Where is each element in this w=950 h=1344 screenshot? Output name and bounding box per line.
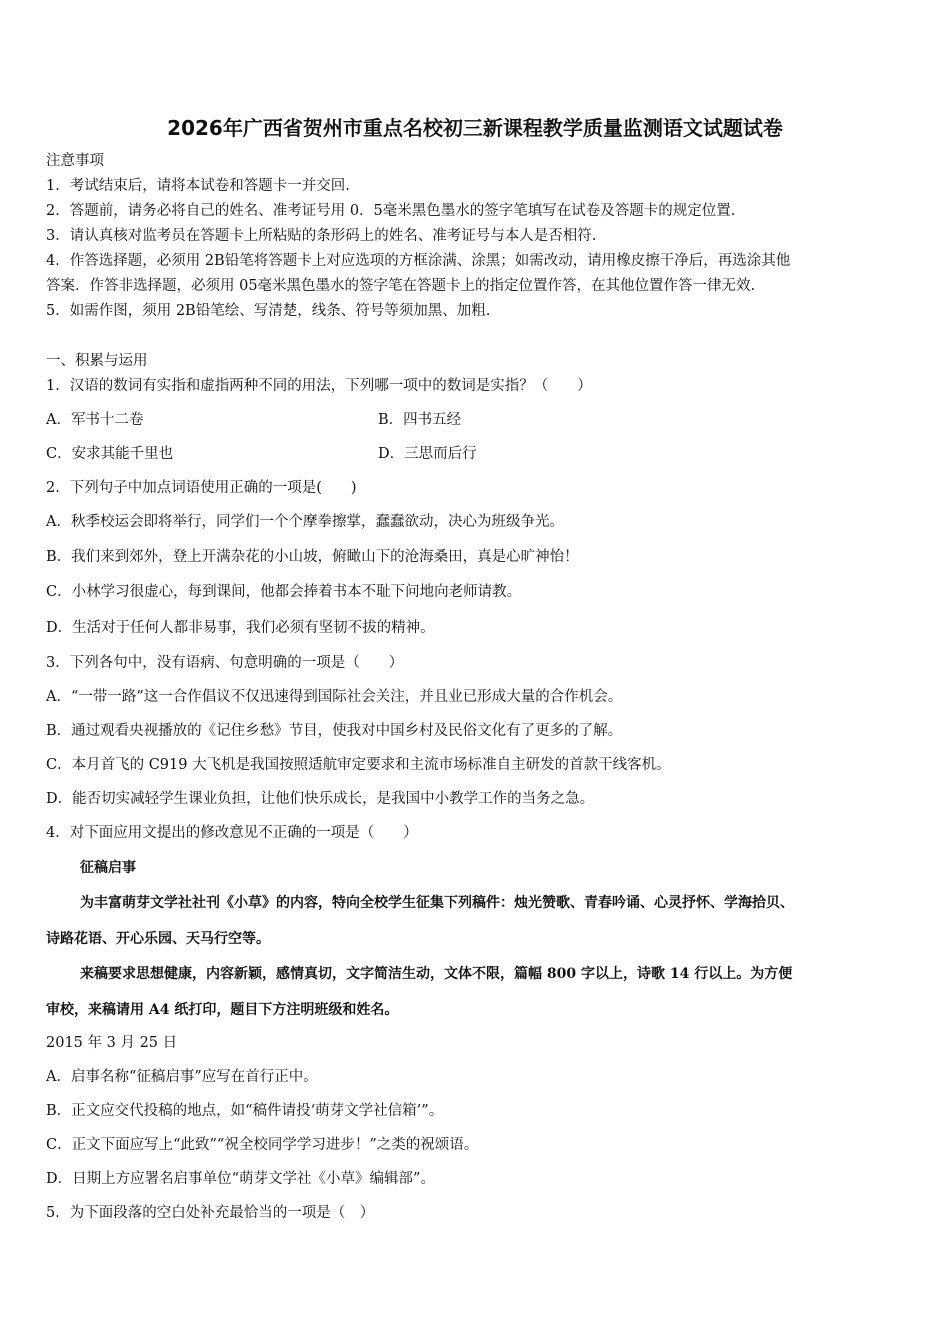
option-a: A．“一带一路”这一合作倡议不仅迅速得到国际社会关注，并且业已形成大量的合作机会。 xyxy=(46,689,623,705)
option-d: D．三思而后行 xyxy=(378,446,477,462)
notice-body-line: 为丰富萌芽文学社社刊《小草》的内容，特向全校学生征集下列稿件：烛光赞歌、青春吟诵、心灵抒怀、学海拾贝、 xyxy=(80,895,794,911)
option-a: A．军书十二卷 xyxy=(46,412,144,428)
notice-title: 征稿启事 xyxy=(80,860,136,876)
option-b: B．正文应交代投稿的地点，如“稿件请投‘萌芽文学社信箱’”。 xyxy=(46,1103,444,1119)
notice-date: 2015 年 3 月 25 日 xyxy=(46,1035,178,1051)
option-b: B．通过观看央视播放的《记住乡愁》节目，使我对中国乡村及民俗文化有了更多的了解。 xyxy=(46,723,623,739)
notice-body-line: 诗路花语、开心乐园、天马行空等。 xyxy=(46,931,270,947)
option-c: C．正文下面应写上“此致”“祝全校同学学习进步！”之类的祝颂语。 xyxy=(46,1137,479,1153)
notice-heading: 注意事项 xyxy=(46,153,104,169)
notice-item: 4．作答选择题，必须用 2B铅笔将答题卡上对应选项的方框涂满、涂黑；如需改动，请用橡皮擦干净后，再选涂其他 xyxy=(46,253,791,269)
notice-item: 5．如需作图，须用 2B铅笔绘、写清楚，线条、符号等须加黑、加粗. xyxy=(46,303,491,319)
notice-body-line: 来稿要求思想健康，内容新颖，感情真切，文字简洁生动，文体不限，篇幅 800 字以上，诗歌 14 行以上。为方便 xyxy=(80,966,793,982)
notice-item: 1．考试结束后，请将本试卷和答题卡一并交回. xyxy=(46,178,350,194)
notice-item: 答案．作答非选择题，必须用 05毫米黑色墨水的签字笔在答题卡上的指定位置作答，在其他位置作答一律无效. xyxy=(46,278,756,294)
option-c: C．安求其能千里也 xyxy=(46,446,174,462)
question-stem: 1．汉语的数词有实指和虚指两种不同的用法，下列哪一项中的数词是实指？（ ） xyxy=(46,378,592,394)
option-c: C．小林学习很虚心，每到课间，他都会捧着书本不耻下问地向老师请教。 xyxy=(46,584,522,600)
page-title: 2026年广西省贺州市重点名校初三新课程教学质量监测语文试题试卷 xyxy=(167,116,783,140)
option-a: A．启事名称“征稿启事”应写在首行正中。 xyxy=(46,1069,318,1085)
question-stem: 3．下列各句中，没有语病、句意明确的一项是（ ） xyxy=(46,655,404,671)
option-b: B．四书五经 xyxy=(378,412,462,428)
section-heading: 一、积累与运用 xyxy=(46,353,148,369)
question-stem: 2．下列句子中加点词语使用正确的一项是( ) xyxy=(46,480,357,496)
question-stem: 4．对下面应用文提出的修改意见不正确的一项是（ ） xyxy=(46,825,418,841)
option-d: D．日期上方应署名启事单位“萌芽文学社《小草》编辑部”。 xyxy=(46,1171,435,1187)
question-stem: 5．为下面段落的空白处补充最恰当的一项是（ ） xyxy=(46,1205,375,1221)
notice-item: 2．答题前，请务必将自己的姓名、准考证号用 0．5毫米黑色墨水的签字笔填写在试卷及答题卡的规定位置. xyxy=(46,203,736,219)
option-c: C．本月首飞的 C919 大飞机是我国按照适航审定要求和主流市场标准自主研发的首款干线客机。 xyxy=(46,757,671,773)
option-d: D．生活对于任何人都非易事，我们必须有坚韧不拔的精神。 xyxy=(46,620,435,636)
option-a: A．秋季校运会即将举行，同学们一个个摩拳擦掌，蠢蠢欲动，决心为班级争光。 xyxy=(46,514,564,530)
notice-body-line: 审校，来稿请用 A4 纸打印，题目下方注明班级和姓名。 xyxy=(46,1002,399,1018)
option-b: B．我们来到郊外，登上开满杂花的小山坡，俯瞰山下的沧海桑田，真是心旷神怡！ xyxy=(46,549,579,565)
notice-item: 3．请认真核对监考员在答题卡上所粘贴的条形码上的姓名、准考证号与本人是否相符. xyxy=(46,228,597,244)
option-d: D．能否切实减轻学生课业负担，让他们快乐成长，是我国中小教学工作的当务之急。 xyxy=(46,791,595,807)
